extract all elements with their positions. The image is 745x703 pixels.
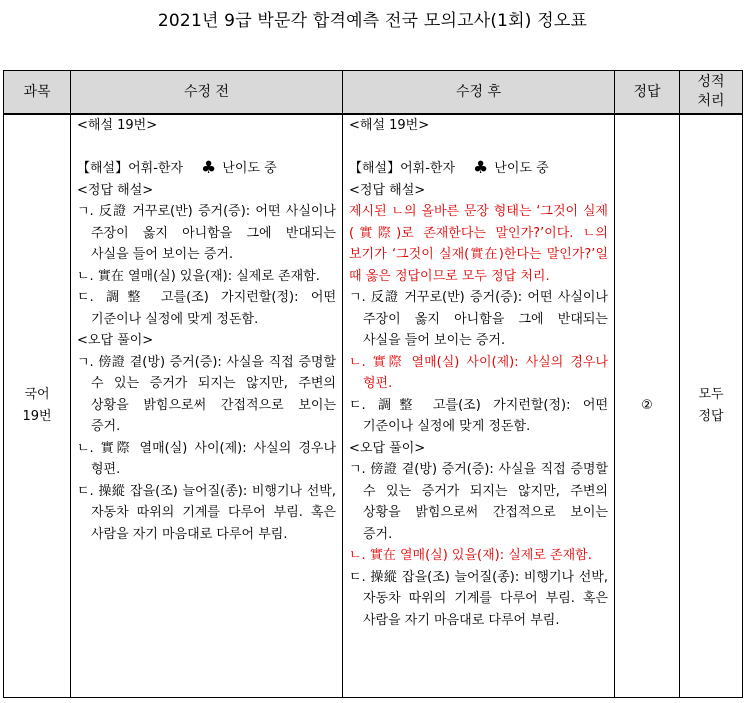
- header-answer: 정답: [615, 71, 680, 115]
- grading-cell: [680, 114, 743, 698]
- header-grading-label: 성적 처리: [697, 74, 725, 109]
- grading-line-1: 모두: [698, 387, 724, 402]
- before-wrong-2: ㄴ. 實際 열매(실) 사이(제): 사실의 경우나 형편.: [77, 440, 336, 477]
- after-wrong-1: ㄱ. 傍證 곁(방) 증거(증): 사실을 직접 증명할 수 있는 증거가 되지는 않지만, 주변의 상황을 밝힘으로써 간접적으로 보이는 증거.: [349, 462, 608, 542]
- header-after: 수정 후: [343, 71, 615, 115]
- before-answer-header: <정답 해설>: [77, 182, 154, 198]
- club-icon: ♣: [473, 158, 489, 178]
- header-before: 수정 전: [71, 71, 343, 115]
- before-item-3: ㄷ. 調整 고를(조) 가지런할(정): 어떤 기준이나 실정에 맞게 정돈함.: [77, 290, 336, 327]
- after-wrong-header: <오답 풀이>: [349, 440, 426, 456]
- before-ref: <해설 19번>: [77, 118, 158, 133]
- before-difficulty: 난이도 중: [222, 161, 277, 176]
- before-item-2: ㄴ. 實在 열매(실) 있을(재): 실제로 존재함.: [77, 268, 320, 284]
- after-item-2: ㄴ. 實際 열매(실) 사이(제): 사실의 경우나 형편.: [349, 354, 608, 391]
- before-wrong-header: <오답 풀이>: [77, 333, 154, 348]
- after-wrong-2: ㄴ. 實在 열매(실) 있을(재): 실제로 존재함.: [349, 548, 592, 563]
- after-cell: [343, 114, 615, 698]
- subject-name: 국어: [24, 387, 50, 402]
- answer-cell: [615, 114, 680, 698]
- before-tag-line: [77, 158, 336, 180]
- after-correction-notice: 제시된 ㄴ의 올바른 문장 형태는 ‘그것이 실제(實際)로 존재한다는 말인가?’이다. ㄴ의 보기가 ‘그것이 실재(實在)한다는 말인가?’일 때 옳은 정답이므로 모두 정답 처리.: [349, 204, 608, 284]
- after-ref: <해설 19번>: [349, 118, 430, 133]
- header-grading: [680, 71, 743, 115]
- header-subject: 과목: [4, 71, 71, 115]
- question-number: 19번: [22, 409, 52, 424]
- after-item-3: ㄷ. 調整 고를(조) 가지런할(정): 어떤 기준이나 실정에 맞게 정돈함.: [349, 397, 608, 434]
- before-wrong-3: ㄷ. 操縱 잡을(조) 늘어질(종): 비행기나 선박, 자동차 따위의 기계를 다루어 부림. 혹은 사람을 자기 마음대로 다루어 부림.: [77, 483, 336, 542]
- after-difficulty: 난이도 중: [494, 161, 549, 176]
- after-tag-line: [349, 158, 608, 180]
- before-cell: [71, 114, 343, 698]
- correct-answer: ②: [641, 398, 653, 413]
- after-tag: 【해설】어휘-한자: [349, 161, 456, 176]
- after-answer-header: <정답 해설>: [349, 182, 426, 198]
- before-wrong-1: ㄱ. 傍證 곁(방) 증거(증): 사실을 직접 증명할 수 있는 증거가 되지는 않지만, 주변의 상황을 밝힘으로써 간접적으로 보이는 증거.: [77, 354, 336, 434]
- grading-line-2: 정답: [698, 409, 724, 424]
- club-icon: ♣: [201, 158, 217, 178]
- after-item-1: ㄱ. 反證 거꾸로(반) 증거(증): 어떤 사실이나 주장이 옳지 아니함을 그에 반대되는 사실을 들어 보이는 증거.: [349, 290, 608, 348]
- before-item-1: ㄱ. 反證 거꾸로(반) 증거(증): 어떤 사실이나 주장이 옳지 아니함을 그에 반대되는 사실을 들어 보이는 증거.: [77, 204, 336, 262]
- before-tag: 【해설】어휘-한자: [77, 161, 184, 176]
- table-header-row: [4, 71, 743, 115]
- table-row: [4, 114, 743, 698]
- document-title: 2021년 9급 박문각 합격예측 전국 모의고사(1회) 정오표: [157, 11, 588, 31]
- after-wrong-3: ㄷ. 操縱 잡을(조) 늘어질(종): 비행기나 선박, 자동차 따위의 기계를 다루어 부림. 혹은 사람을 자기 마음대로 다루어 부림.: [349, 569, 608, 628]
- errata-table: [3, 70, 743, 698]
- subject-cell: [4, 114, 71, 698]
